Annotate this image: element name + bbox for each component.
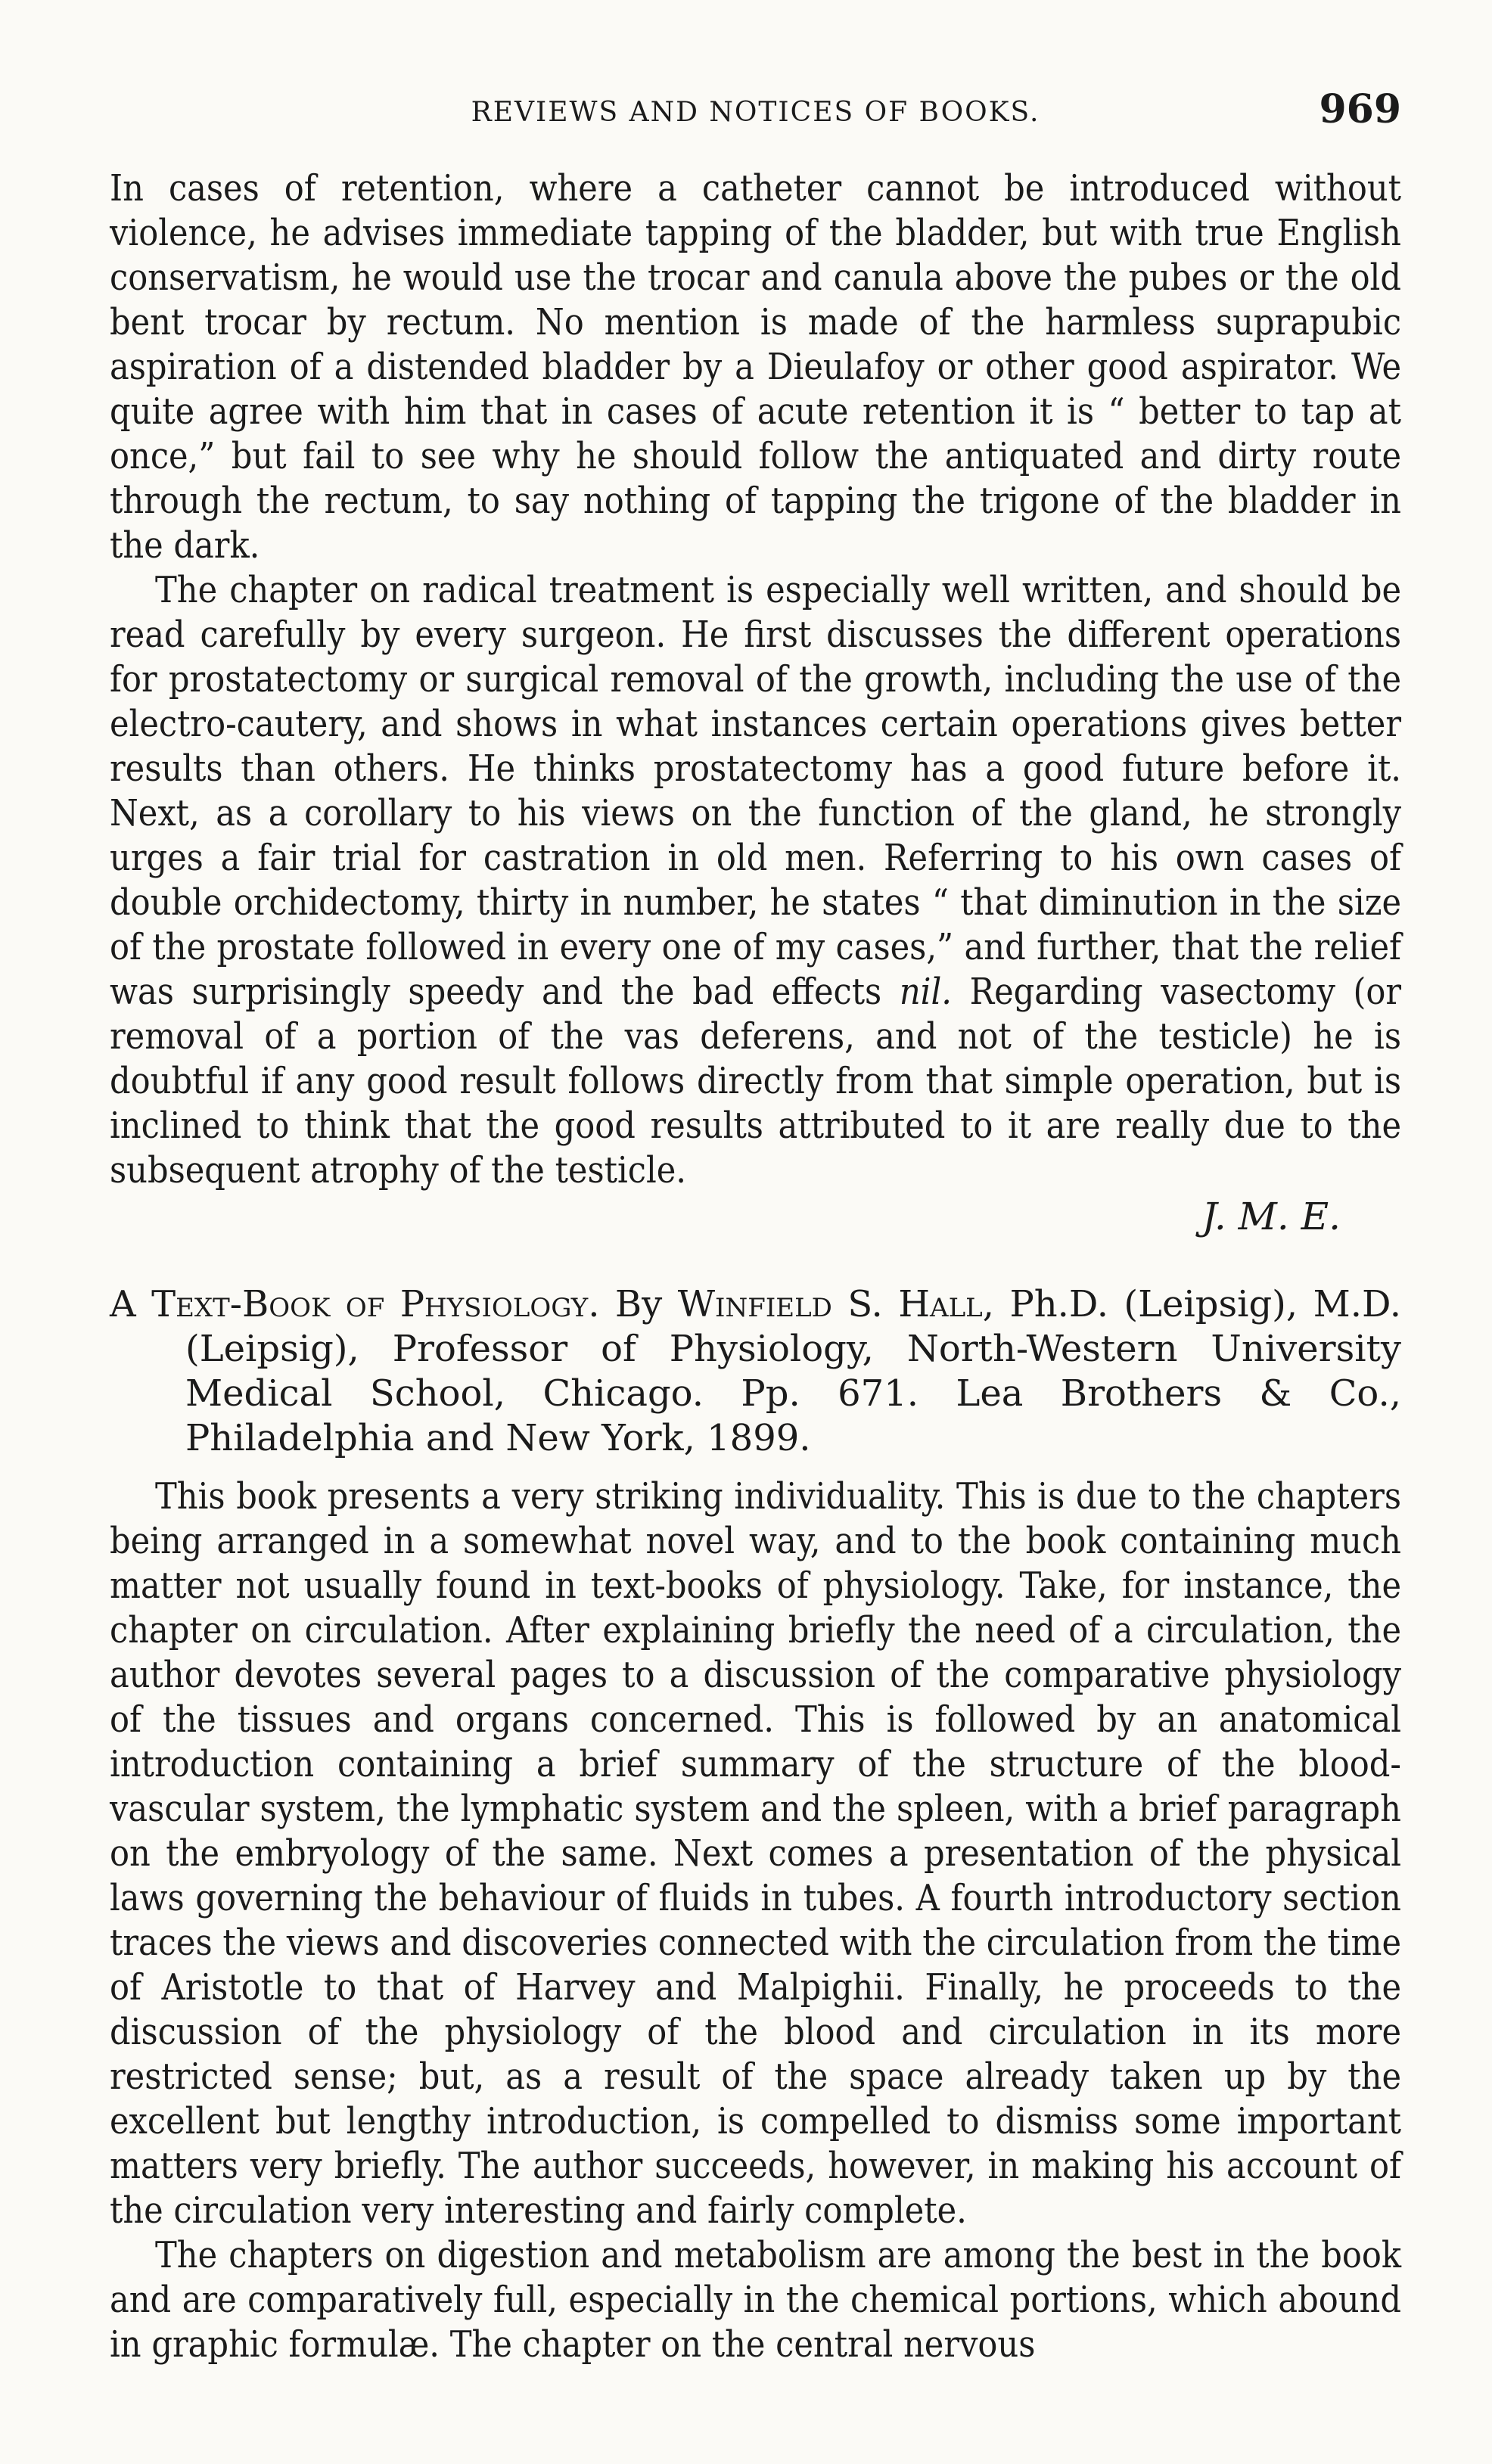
book-details: , Ph.D. (Leipsig), M.D. (Leipsig), Professor of Physiology, North-Western University Medical School, Chicago. Pp. 671. Lea Brothers & Co., Philadelphia and New York, 1899. — [185, 1283, 1402, 1459]
review2-paragraph-1: This book presents a very striking individuality. This is due to the chapters being arranged in a somewhat novel way, and to the book containing much matter not usually found in text-books of physiology. Take, for instance, the chapter on circulation. After explaining briefly the need of a circulation, the author devotes several pages to a discussion of the comparative physiology of the tissues and organs concerned. This is followed by an anatomical introduction containing a brief summary of the structure of the blood-vascular system, the lymphatic system and the spleen, with a brief paragraph on the embryology of the same. Next comes a presentation of the physical laws governing the behaviour of fluids in tubes. A fourth introductory section traces the views and discoveries connected with the circulation from the time of Aristotle to that of Harvey and Malpighii. Finally, he proceeds to the discussion of the physiology of the blood and circulation in its more restricted sense; but, as a result of the space already taken up by the excellent but lengthy introduction, is compelled to dismiss some important matters very briefly. The author succeeds, however, in making his account of the circulation very interesting and fairly complete. — [110, 1475, 1401, 2232]
running-title: REVIEWS AND NOTICES OF BOOKS. — [471, 97, 1040, 128]
reviewer-signature: J. M. E. — [1201, 1195, 1341, 1238]
running-head — [110, 83, 1401, 136]
book-heading — [110, 1282, 1401, 1461]
review-prostate — [110, 166, 1401, 1238]
review1-paragraph-2 — [110, 568, 1401, 1193]
review1-paragraph-1: In cases of retention, where a catheter cannot be introduced without violence, he advises immediate tapping of the bladder, but with true English conservatism, he would use the trocar and canula above the pubes or the old bent trocar by rectum. No mention is made of the harmless suprapubic aspiration of a distended bladder by a Dieulafoy or other good aspirator. We quite agree with him that in cases of acute retention it is “ better to tap at once,” but fail to see why he should follow the antiquated and dirty route through the rectum, to say nothing of tapping the trigone of the bladder in the dark. — [110, 167, 1401, 567]
review2-paragraph-2: The chapters on digestion and metabolism are among the best in the book and are comparatively full, especially in the chemical portions, which abound in graphic formulæ. The chapter on the central nervous — [110, 2234, 1401, 2366]
book-title: A Text-Book of Physiology. — [110, 1283, 600, 1325]
review-physiology — [110, 1282, 1401, 2367]
book-by: By — [599, 1283, 678, 1325]
review1-paragraph-2-italic: nil. — [899, 971, 952, 1013]
review1-paragraph-2-part-b: Regarding vasectomy (or removal of a portion of the vas deferens, and not of the testicle) he is doubtful if any good result follows directly from that simple operation, but is inclined to think that the good results attributed to it are really due to the subsequent atrophy of the testicle. — [110, 971, 1402, 1192]
page-number: 969 — [1319, 86, 1401, 132]
review1-paragraph-2-part-a: The chapter on radical treatment is especially well written, and should be read carefully by every surgeon. He first discusses the different operations for prostatectomy or surgical removal of the growth, including the use of the electro-cautery, and shows in what instances certain operations gives better results than others. He thinks prostatectomy has a good future before it. Next, as a corollary to his views on the function of the gland, he strongly urges a fair trial for castration in old men. Referring to his own cases of double orchidectomy, thirty in number, he states “ that diminution in the size of the prostate followed in every one of my cases,” and further, that the relief was surprisingly speedy and the bad effects — [110, 569, 1401, 1013]
book-author: Winfield S. Hall — [677, 1283, 983, 1325]
